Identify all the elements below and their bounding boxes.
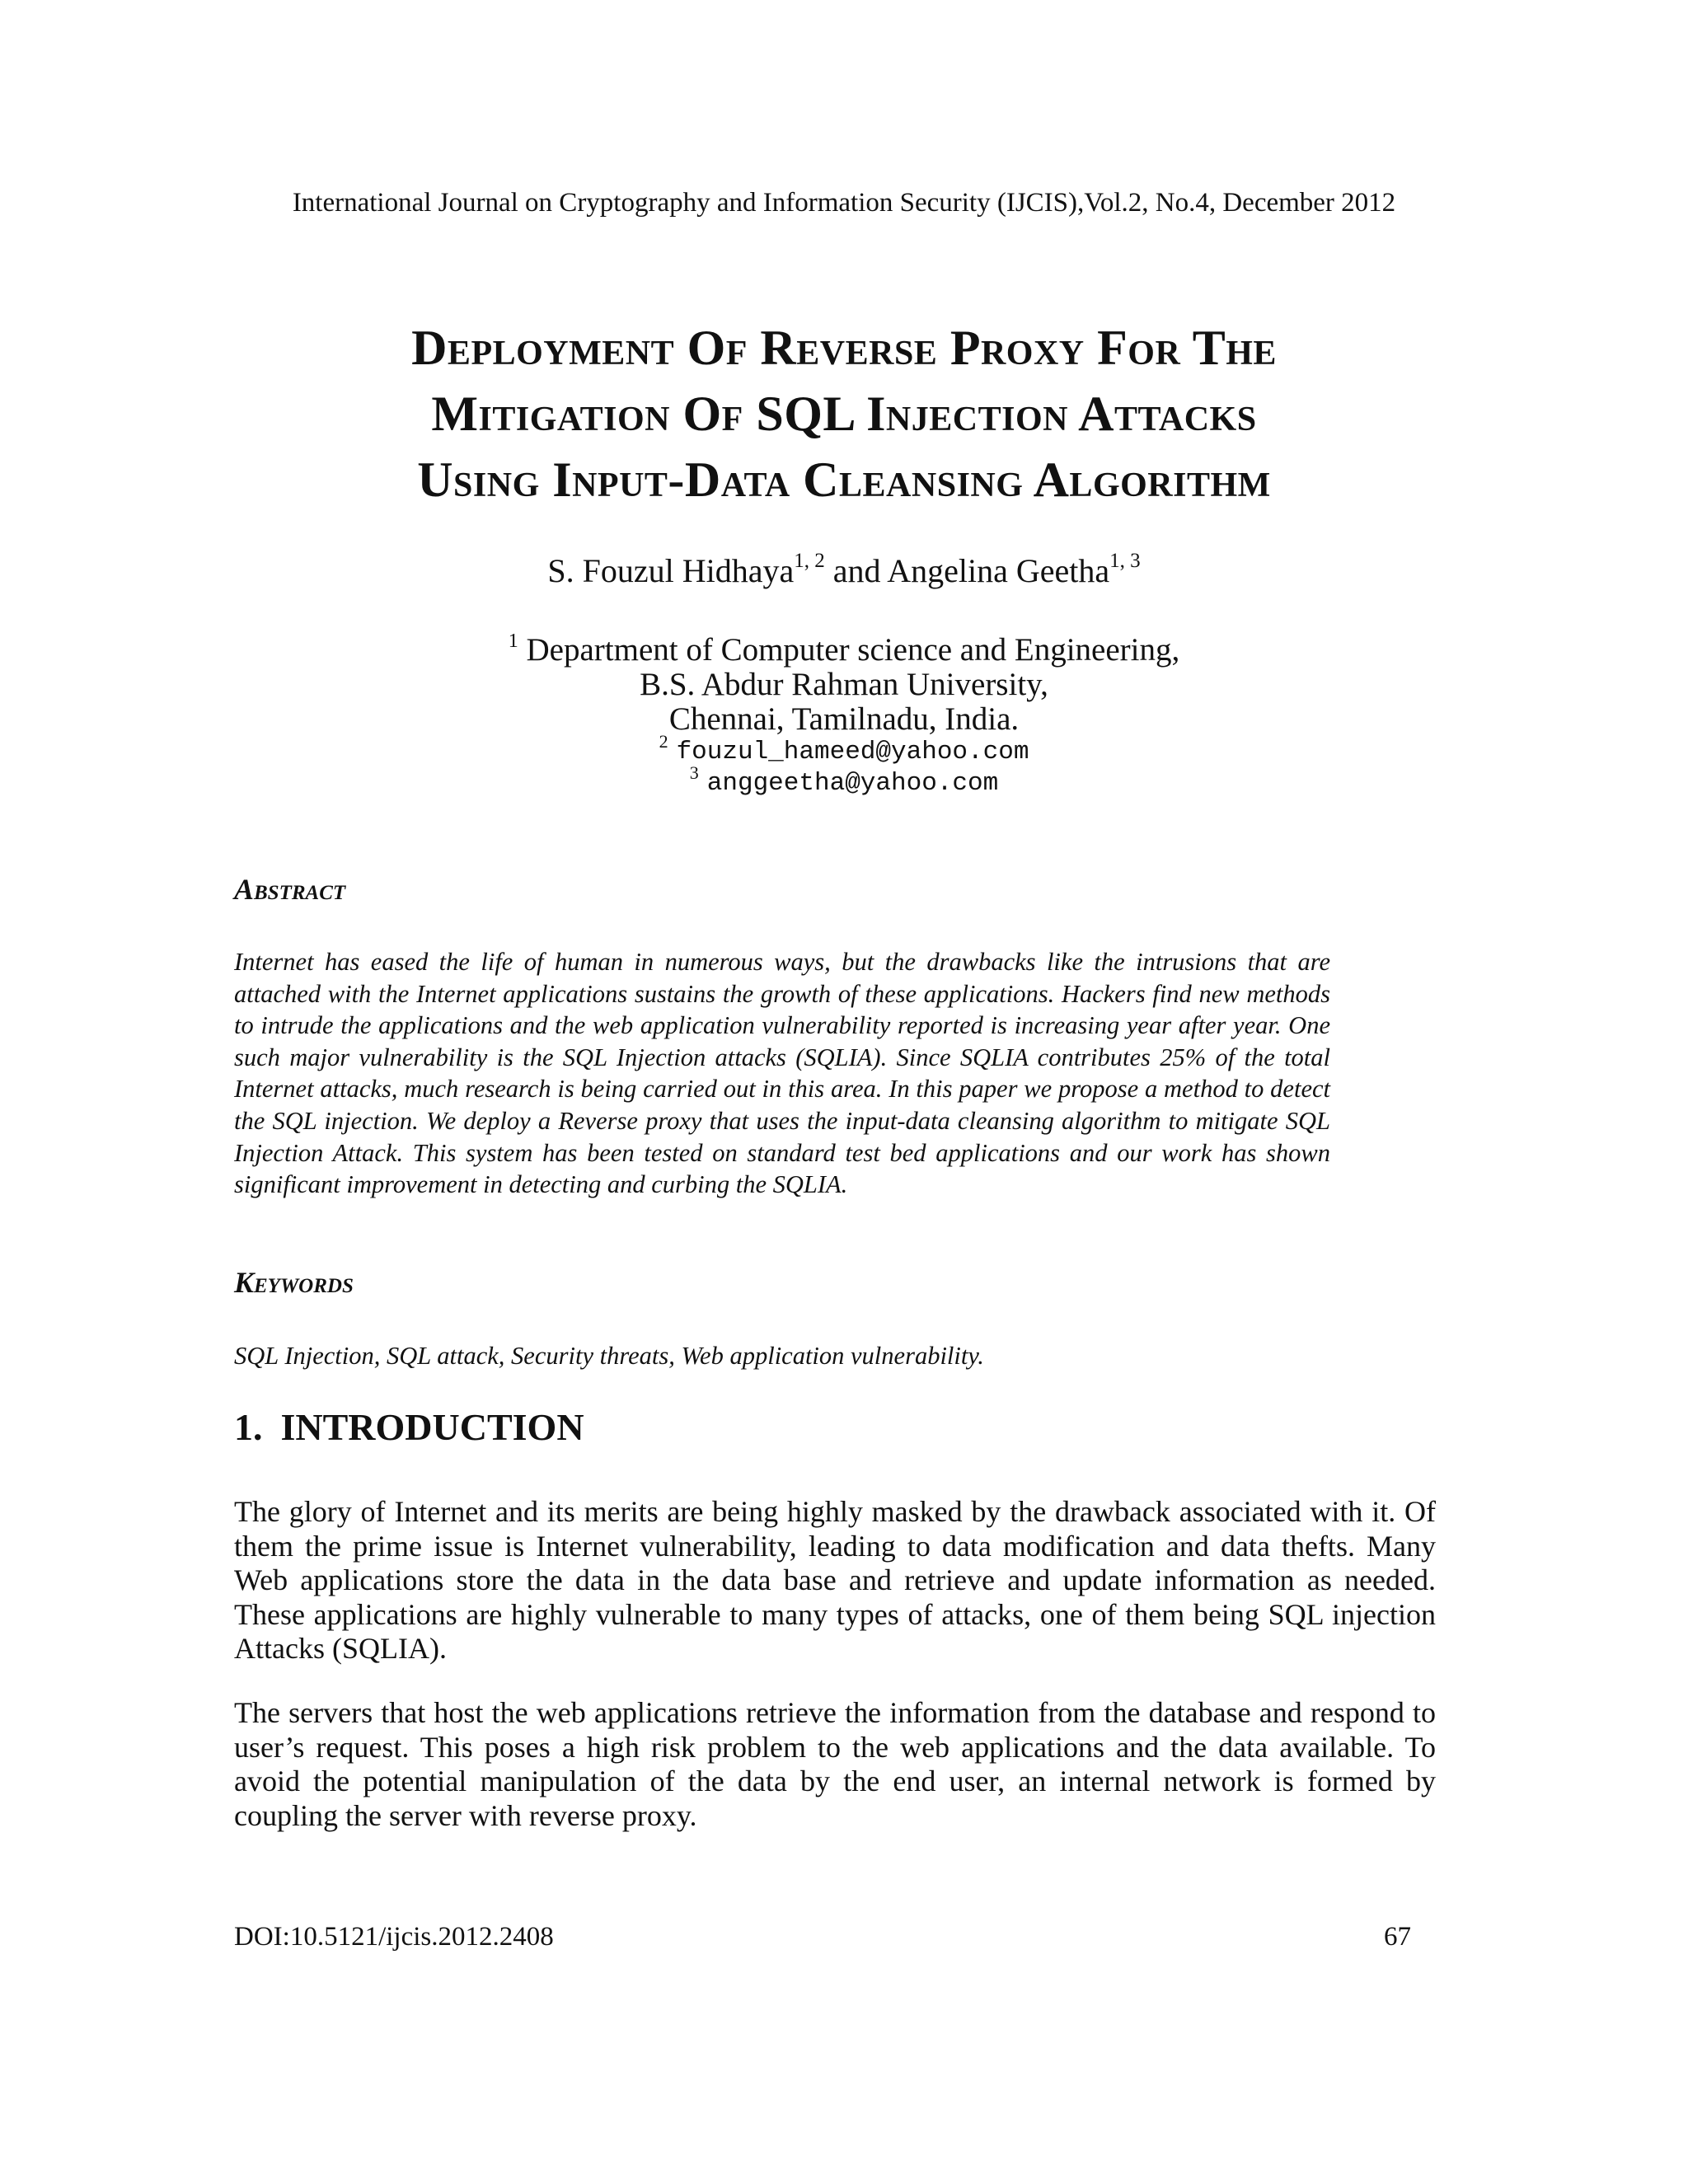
author-email[interactable]: fouzul_hameed@yahoo.com bbox=[676, 738, 1029, 766]
keywords-heading: Keywords bbox=[234, 1266, 354, 1299]
affiliation-block bbox=[0, 630, 1688, 799]
introduction-heading bbox=[234, 1404, 584, 1451]
section-title: INTRODUCTION bbox=[280, 1406, 584, 1448]
body-paragraph: The glory of Internet and its merits are being highly masked by the drawback associated with it. Of them the prime issue is Internet vulnerability, leading to data modification and data thefts. Many Web applications store the data in the data base and retrieve and update information as needed. These applications are highly vulnerable to many types of attacks, one of them being SQL injection Attacks (SQLIA). bbox=[234, 1495, 1436, 1665]
email-marker: 2 bbox=[659, 731, 668, 752]
section-number: 1. bbox=[234, 1406, 263, 1448]
department-name: Department of Computer science and Engineering, bbox=[526, 632, 1180, 668]
email-line bbox=[0, 731, 1688, 768]
title-line: Deployment Of Reverse Proxy For The bbox=[411, 321, 1277, 375]
author-name: Angelina Geetha bbox=[887, 552, 1110, 589]
university-name: B.S. Abdur Rahman University, bbox=[640, 667, 1048, 702]
location: Chennai, Tamilnadu, India. bbox=[668, 701, 1020, 737]
author-affiliation-marker: 1, 3 bbox=[1109, 550, 1141, 572]
abstract-heading: Abstract bbox=[234, 873, 346, 906]
author-line bbox=[0, 551, 1688, 592]
doi-footer: DOI:10.5121/ijcis.2012.2408 bbox=[234, 1922, 554, 1952]
paper-title bbox=[132, 315, 1556, 513]
title-line: Mitigation Of SQL Injection Attacks bbox=[431, 387, 1257, 441]
author-name: S. Fouzul Hidhaya bbox=[547, 552, 795, 589]
title-line: Using Input-Data Cleansing Algorithm bbox=[417, 452, 1271, 507]
email-marker: 3 bbox=[689, 762, 699, 783]
email-line bbox=[0, 762, 1688, 799]
journal-running-header: International Journal on Cryptography and Information Security (IJCIS),Vol.2, No.4, December 2012 bbox=[292, 188, 1396, 218]
page-number: 67 bbox=[1384, 1922, 1411, 1952]
abstract-text: Internet has eased the life of human in numerous ways, but the drawbacks like the intrusions that are attached with the Internet applications sustains the growth of these applications. Hackers find new methods to intrude the applications and the web application vulnerability reported is increasing year after year. One such major vulnerability is the SQL Injection attacks (SQLIA). Since SQLIA contributes 25% of the total Internet attacks, much research is being carried out in this area. In this paper we propose a method to detect the SQL injection. We deploy a Reverse proxy that uses the input-data cleansing algorithm to mitigate SQL Injection Attack. This system has been tested on standard test bed applications and our work has shown significant improvement in detecting and curbing the SQLIA. bbox=[234, 948, 1330, 1199]
author-affiliation-marker: 1, 2 bbox=[794, 550, 825, 572]
department-line bbox=[0, 630, 1688, 668]
author-joiner: and bbox=[824, 552, 888, 589]
body-paragraph: The servers that host the web applications retrieve the information from the database and respond to user’s request. This poses a high risk problem to the web applications and the data available. To avoid the potential manipulation of the data by the end user, an internal network is formed by coupling the server with reverse proxy. bbox=[234, 1696, 1436, 1832]
affiliation-marker: 1 bbox=[508, 630, 518, 652]
keywords-text: SQL Injection, SQL attack, Security threats, Web application vulnerability. bbox=[234, 1342, 984, 1370]
author-email[interactable]: anggeetha@yahoo.com bbox=[706, 769, 999, 798]
